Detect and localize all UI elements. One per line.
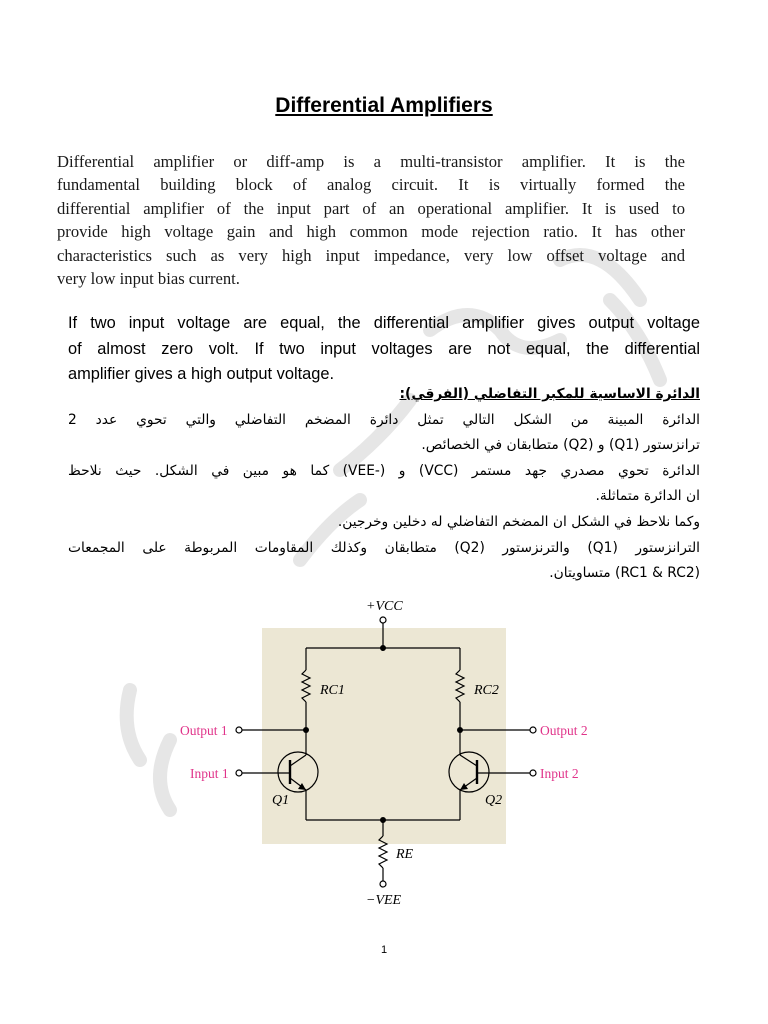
q2-label: Q2	[485, 793, 503, 808]
text-line: characteristics such as very high input impedance, very low offset voltage and	[57, 245, 685, 265]
text-line: provide high voltage gain and high common mode rejection ratio. It has other	[57, 222, 685, 242]
text-line: of almost zero volt. If two input voltages are not equal, the differential	[68, 339, 700, 358]
text-line: Differential amplifier or diff-amp is a multi-transistor amplifier. It is the	[57, 152, 685, 171]
input1-terminal	[236, 770, 242, 776]
arabic-line: الدائرة المبينة من الشكل التالي تمثل دائرة المضخم التفاضلي والتي تحوي عدد 2	[68, 411, 700, 428]
q1-label: Q1	[272, 793, 290, 808]
text-line: If two input voltage are equal, the differential amplifier gives output voltage	[68, 314, 700, 332]
text-line: fundamental building block of analog circuit. It is virtually formed the	[57, 175, 685, 195]
output1-terminal	[236, 727, 242, 733]
rc2-label: RC2	[474, 683, 499, 698]
text-line: amplifier gives a high output voltage.	[68, 365, 335, 383]
intro-paragraph-serif	[57, 150, 685, 290]
output2-label: Output 2	[540, 723, 588, 738]
page-title: Differential Amplifiers	[275, 94, 493, 117]
input2-label: Input 2	[540, 766, 579, 781]
page-number: 1	[380, 944, 388, 956]
text-line: differential amplifier of the input part of an operational amplifier. It is used to	[57, 198, 685, 218]
arabic-line: وكما نلاحظ في الشكل ان المضخم التفاضلي له دخلين وخرجين.	[337, 513, 700, 530]
arabic-line: ان الدائرة متماثلة.	[595, 488, 700, 505]
vee-terminal	[380, 881, 386, 887]
rc1-label: RC1	[320, 683, 345, 698]
re-label: RE	[396, 847, 414, 862]
vcc-terminal	[380, 617, 386, 623]
diagram-panel	[262, 628, 506, 844]
output2-terminal	[530, 727, 536, 733]
voltage-paragraph	[68, 311, 700, 388]
arabic-line: الدائرة تحوي مصدري جهد مستمر (VCC) و (-VEE) كما هو مبين في الشكل. حيث نلاحظ	[68, 462, 700, 479]
vee-label: −VEE	[366, 893, 402, 908]
text-line: very low input bias current.	[57, 269, 240, 289]
arabic-line: الترانزستور (Q1) والترنزستور (Q2) متطابقان وكذلك المقاومات المربوطة على المجمعات	[68, 539, 700, 556]
arabic-section	[68, 382, 700, 587]
output1-label: Output 1	[180, 723, 228, 738]
vcc-label: +VCC	[366, 599, 403, 614]
arabic-line: (RC1 & RC2) متساويتان.	[549, 565, 700, 582]
differential-amplifier-circuit	[170, 590, 610, 910]
arabic-heading: الدائرة الاساسية للمكبر التفاضلي (الفرقي):	[399, 386, 700, 402]
input2-terminal	[530, 770, 536, 776]
arabic-line: ترانزستور (Q1) و (Q2) متطابقان في الخصائص.	[421, 437, 700, 454]
input1-label: Input 1	[190, 766, 229, 781]
